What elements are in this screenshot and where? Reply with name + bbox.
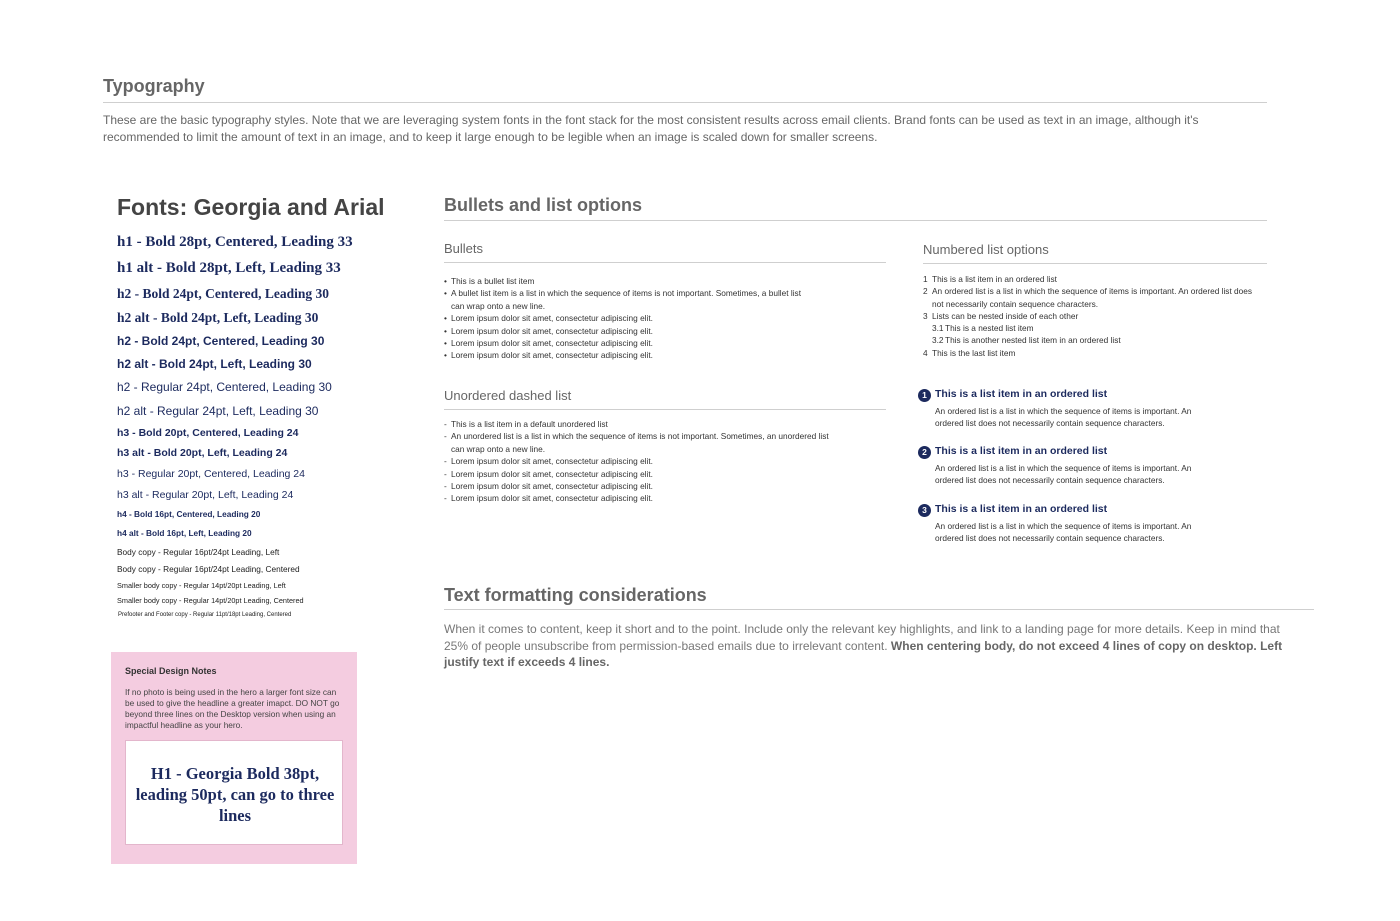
list-item-text: Lorem ipsum dolor sit amet, consectetur adipiscing elit.: [451, 493, 653, 504]
list-item-text: Lorem ipsum dolor sit amet, consectetur adipiscing elit.: [451, 481, 653, 492]
page-title: Typography: [103, 76, 205, 96]
notes-title: Special Design Notes: [125, 666, 217, 676]
number-badge-icon: 3: [918, 504, 931, 517]
numbered-divider: [923, 263, 1267, 264]
list-marker: -: [444, 481, 447, 492]
numbered-list-item: [923, 334, 1265, 346]
title-divider: [103, 102, 1267, 103]
list-item-text: Lorem ipsum dolor sit amet, consectetur adipiscing elit.: [451, 313, 653, 324]
list-item: [444, 287, 804, 312]
number-badge-icon: 2: [918, 446, 931, 459]
dashed-list: [444, 418, 830, 505]
list-item-text: This is a bullet list item: [451, 276, 535, 286]
bullets-section-divider: [444, 220, 1267, 221]
sample-h2-serif: h2 - Bold 24pt, Centered, Leading 30: [117, 286, 330, 301]
ordered-item-title: This is a list item in an ordered list: [935, 503, 1108, 515]
list-marker: •: [444, 338, 447, 349]
text-formatting-divider: [444, 609, 1314, 610]
list-item: [444, 492, 830, 504]
sample-h3-bold: h3 - Bold 20pt, Centered, Leading 24: [117, 427, 299, 439]
sample-body-centered: Body copy - Regular 16pt/24pt Leading, Centered: [117, 564, 300, 574]
text-formatting-copy: When it comes to content, keep it short and to the point. Include only the relevant key highlights, and link to a landing page for more details. Keep in mind that 25% of people unsubscribe from permission-based emails due to irrelevant content.: [444, 622, 1280, 653]
sample-h3-alt-regular: h3 alt - Regular 20pt, Left, Leading 24: [117, 489, 294, 501]
list-item: [444, 480, 830, 492]
list-item: [444, 455, 830, 467]
list-item-text: This is a list item in an ordered list: [932, 274, 1057, 284]
ordered-item-body: An ordered list is a list in which the sequence of items is important. An ordered list does not necessarily contain sequence characters.: [935, 521, 1192, 544]
list-marker: -: [444, 431, 447, 442]
bullet-list: [444, 275, 804, 362]
list-marker: •: [444, 276, 447, 286]
dashed-title: Unordered dashed list: [444, 388, 572, 403]
sample-h2-alt-regular: h2 alt - Regular 24pt, Left, Leading 30: [117, 404, 319, 418]
sample-small-left: Smaller body copy - Regular 14pt/20pt Leading, Left: [117, 581, 286, 590]
list-marker: •: [444, 313, 447, 324]
list-item-text: Lorem ipsum dolor sit amet, consectetur adipiscing elit.: [451, 468, 653, 479]
list-item: [444, 468, 830, 480]
intro-paragraph: These are the basic typography styles. Note that we are leveraging system fonts in the font stack for the most consistent results across email clients. Brand fonts can be used as text in an image, although it's recommended to limit the amount of text in an image, and to keep it large enough to be legible when an image is scaled down for smaller screens.: [103, 113, 1199, 144]
notes-body: If no photo is being used in the hero a larger font size can be used to give the headline a greater imapct. DO NOT go beyond three lines on the Desktop version when using an impactful headline as your hero.: [125, 687, 340, 730]
list-item-text: Lists can be nested inside of each other: [932, 310, 1079, 321]
list-marker: •: [444, 350, 447, 361]
list-marker: •: [444, 288, 447, 299]
list-number: 3.1: [932, 323, 944, 334]
list-item: [444, 349, 804, 361]
text-formatting-body: [444, 621, 1284, 671]
text-formatting-bold: When centering body, do not exceed 4 lines of copy on desktop. Left justify text if exceeds 4 lines.: [444, 638, 1283, 669]
list-marker: -: [444, 493, 447, 504]
fonts-heading: Fonts: Georgia and Arial: [117, 194, 385, 220]
list-item-text: This is a list item in a default unordered list: [451, 419, 608, 429]
list-item: [444, 418, 830, 430]
dashed-divider: [444, 409, 886, 410]
ordered-item-body: An ordered list is a list in which the sequence of items is important. An ordered list does not necessarily contain sequence characters.: [935, 463, 1192, 486]
sample-h3-regular: h3 - Regular 20pt, Centered, Leading 24: [117, 468, 305, 480]
hero-headline-card: [125, 740, 343, 845]
list-item-text: A bullet list item is a list in which the sequence of items is not important. Sometimes, a bullet list can wrap onto a new line.: [451, 288, 802, 311]
sample-body-left: Body copy - Regular 16pt/24pt Leading, Left: [117, 547, 280, 557]
list-item: [444, 337, 804, 349]
number-badge-icon: 1: [918, 389, 931, 402]
list-marker: -: [444, 456, 447, 467]
sample-h4-alt-bold: h4 alt - Bold 16pt, Left, Leading 20: [117, 528, 252, 538]
sample-h2-alt-bold: h2 alt - Bold 24pt, Left, Leading 30: [117, 357, 312, 371]
numbered-list-item: [923, 273, 1265, 285]
list-item-text: Lorem ipsum dolor sit amet, consectetur adipiscing elit.: [451, 456, 653, 467]
hero-headline-sample: H1 - Georgia Bold 38pt, leading 50pt, can go to three lines: [135, 764, 335, 825]
numbered-list: [923, 273, 1265, 359]
list-item-text: This is a nested list item: [945, 323, 1034, 334]
list-number: 4: [923, 347, 928, 358]
list-number: 3: [923, 310, 928, 321]
ordered-item-title: This is a list item in an ordered list: [935, 445, 1108, 457]
list-marker: •: [444, 325, 447, 336]
list-number: 1: [923, 274, 928, 284]
sample-h2-bold: h2 - Bold 24pt, Centered, Leading 30: [117, 334, 325, 348]
list-item-text: This is the last list item: [932, 347, 1016, 358]
list-number: 2: [923, 286, 928, 297]
numbered-list-item: [923, 322, 1265, 334]
bullets-divider: [444, 262, 886, 263]
numbered-title: Numbered list options: [923, 242, 1049, 257]
list-item: [444, 325, 804, 337]
list-item-text: Lorem ipsum dolor sit amet, consectetur adipiscing elit.: [451, 350, 653, 361]
list-item-text: Lorem ipsum dolor sit amet, consectetur adipiscing elit.: [451, 338, 653, 349]
list-item-text: This is another nested list item in an ordered list: [945, 335, 1121, 346]
bullets-section-title: Bullets and list options: [444, 195, 643, 215]
numbered-list-item: [923, 285, 1265, 310]
sample-footer: Prefooter and Footer copy - Regular 11pt/18pt Leading, Centered: [118, 612, 292, 618]
ordered-item-title: This is a list item in an ordered list: [935, 388, 1108, 400]
list-marker: -: [444, 468, 447, 479]
sample-small-centered: Smaller body copy - Regular 14pt/20pt Leading, Centered: [117, 596, 304, 605]
list-item-text: An unordered list is a list in which the sequence of items is not important. Sometimes, an unordered list can wrap onto a new line.: [451, 431, 829, 454]
sample-h4-bold: h4 - Bold 16pt, Centered, Leading 20: [117, 509, 261, 519]
sample-h3-alt-bold: h3 alt - Bold 20pt, Left, Leading 24: [117, 447, 288, 459]
list-item: [444, 430, 830, 455]
list-item-text: An ordered list is a list in which the sequence of items is important. An ordered list does not necessarily contain sequence characters.: [932, 286, 1253, 309]
list-number: 3.2: [932, 335, 944, 346]
special-design-notes: [111, 652, 357, 864]
ordered-item-body: An ordered list is a list in which the sequence of items is important. An ordered list does not necessarily contain sequence characters.: [935, 406, 1192, 429]
sample-h2-alt-serif: h2 alt - Bold 24pt, Left, Leading 30: [117, 310, 319, 325]
sample-h2-regular: h2 - Regular 24pt, Centered, Leading 30: [117, 380, 332, 394]
numbered-list-item: [923, 347, 1265, 359]
sample-h1-alt: h1 alt - Bold 28pt, Left, Leading 33: [117, 260, 341, 276]
sample-h1: h1 - Bold 28pt, Centered, Leading 33: [117, 234, 353, 250]
list-item: [444, 275, 804, 287]
text-formatting-title: Text formatting considerations: [444, 585, 707, 605]
list-item-text: Lorem ipsum dolor sit amet, consectetur adipiscing elit.: [451, 325, 653, 336]
list-item: [444, 312, 804, 324]
list-marker: -: [444, 419, 447, 429]
numbered-list-item: [923, 310, 1265, 322]
bullets-title: Bullets: [444, 241, 484, 256]
